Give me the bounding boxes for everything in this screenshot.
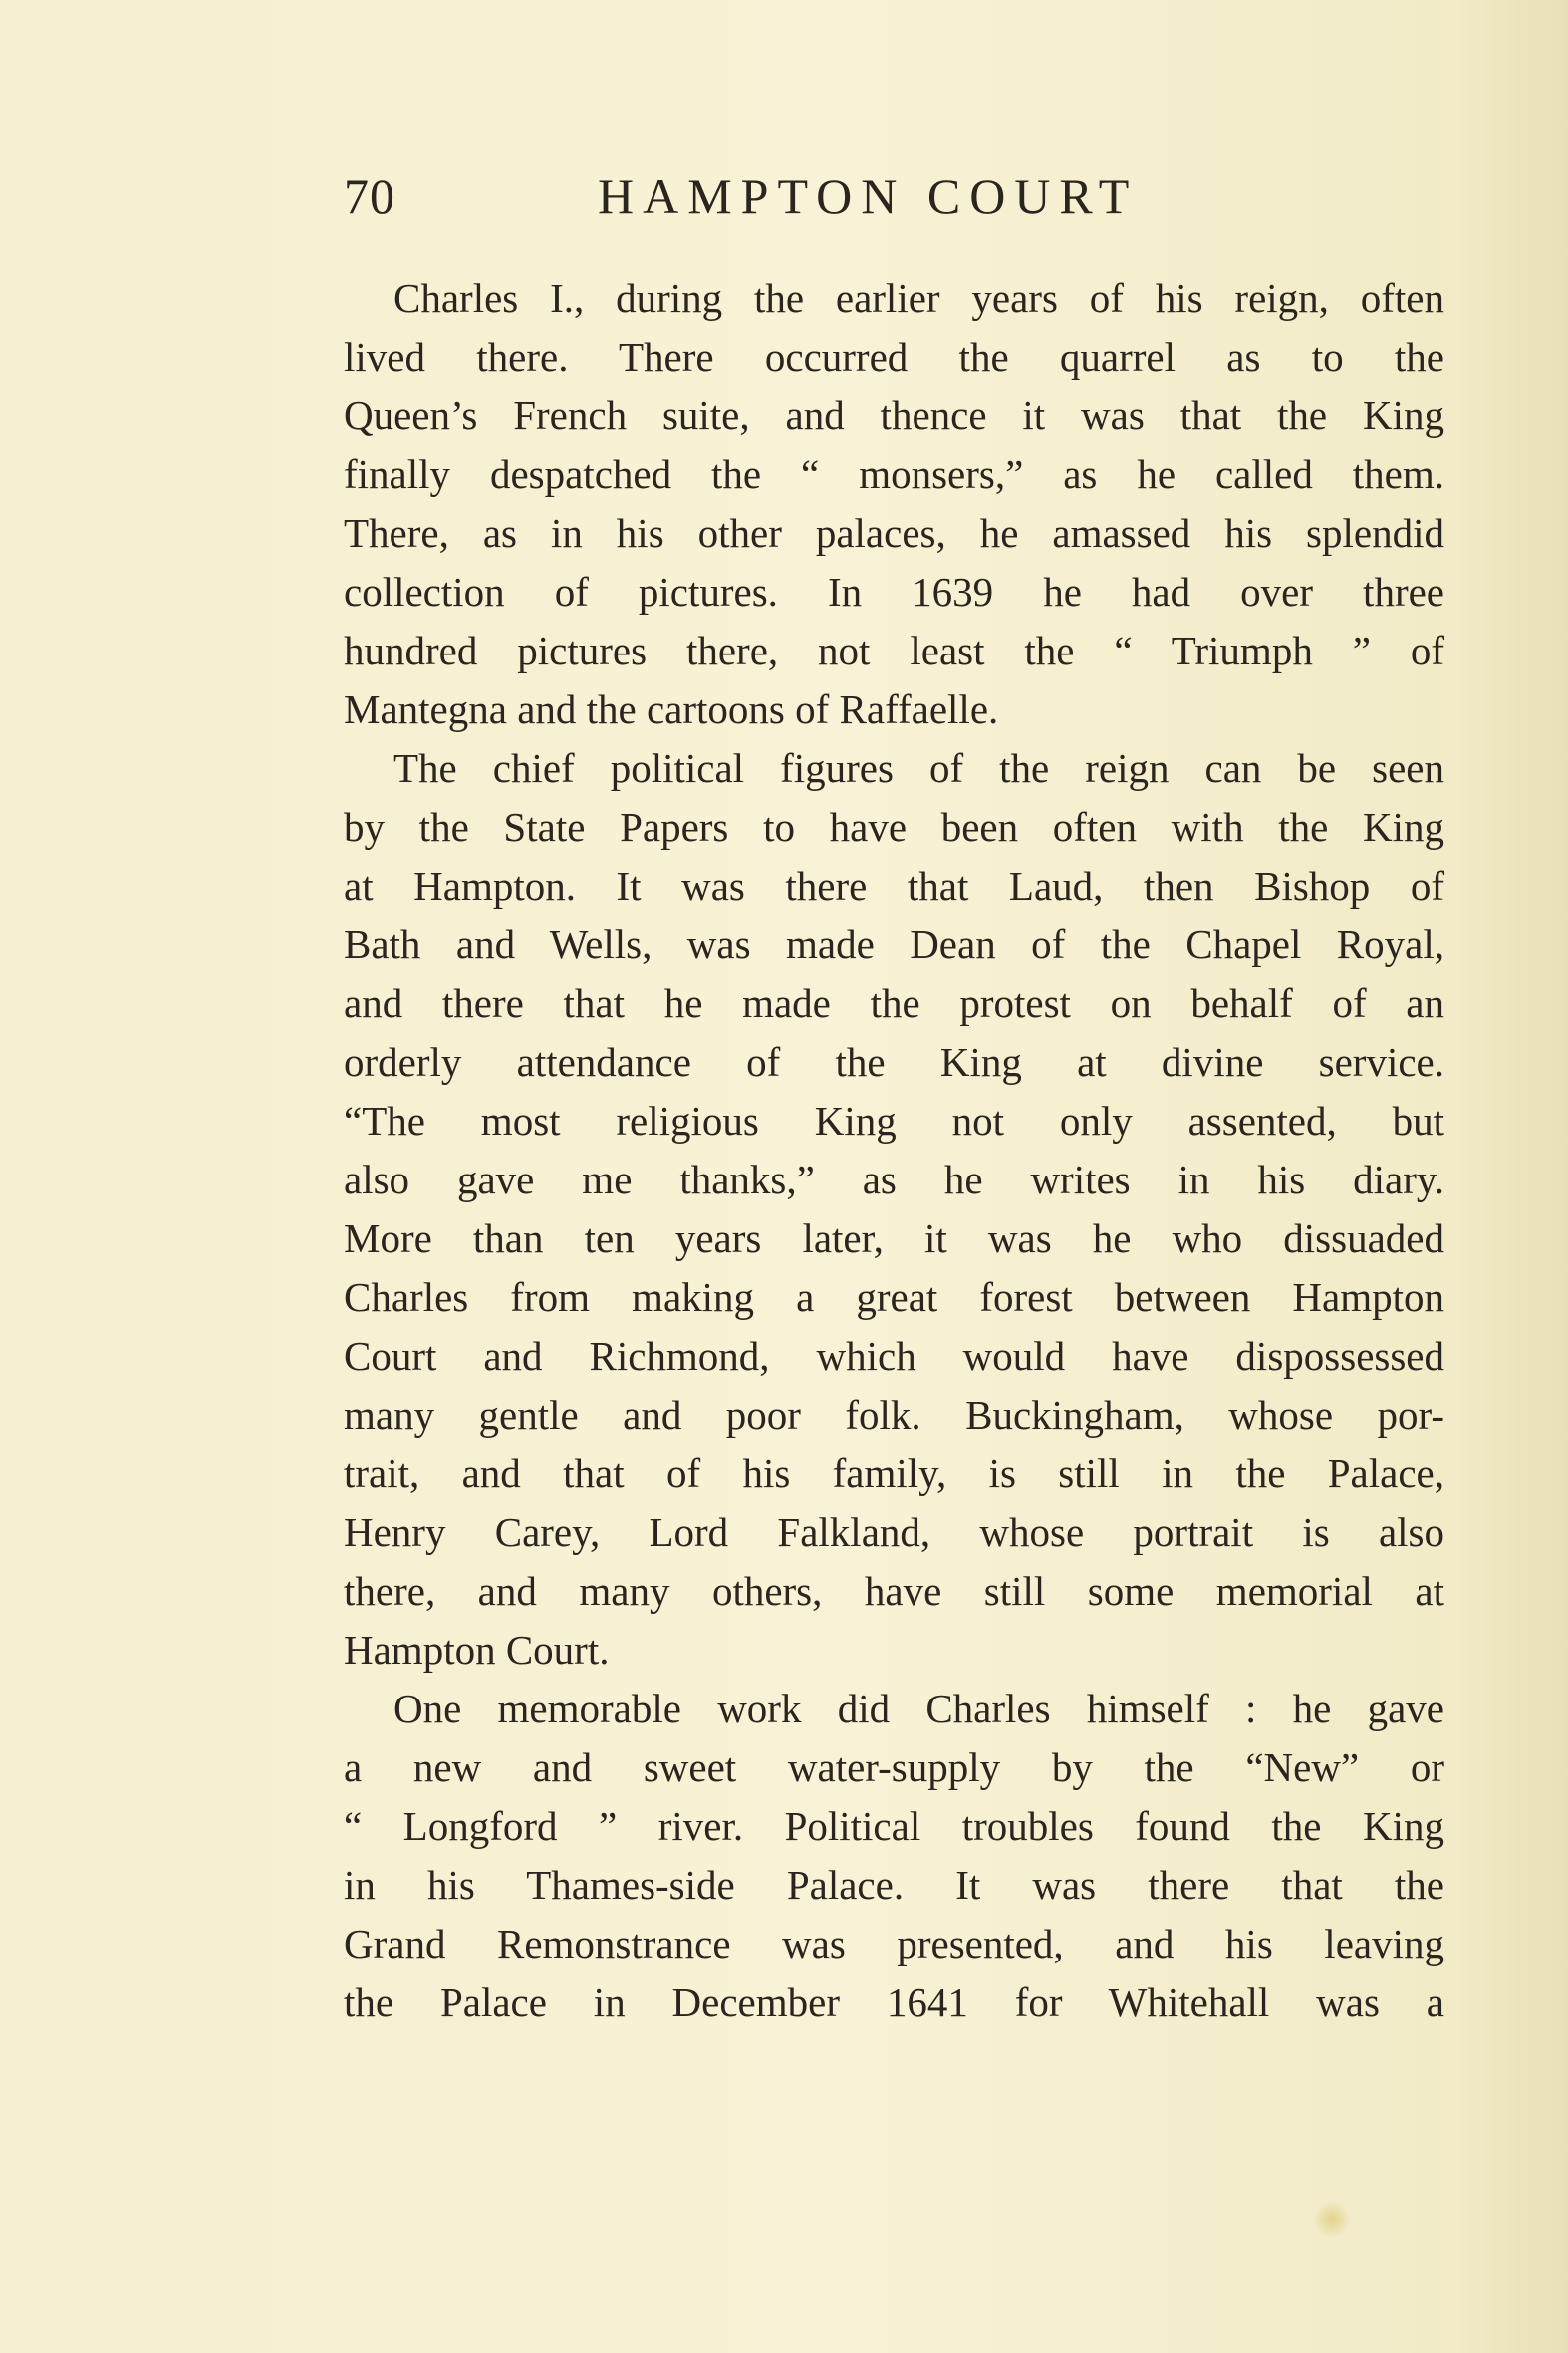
text-line: a new and sweet water-supply by the “New” or — [344, 1744, 1444, 1790]
text-line: many gentle and poor folk. Buckingham, whose por- — [344, 1392, 1444, 1438]
text-line: also gave me thanks,” as he writes in his diary. — [344, 1157, 1444, 1202]
paper-stain — [1315, 2197, 1349, 2242]
text-line: More than ten years later, it was he who dissuaded — [344, 1215, 1444, 1261]
text-line: Mantegna and the cartoons of Raffaelle. — [344, 686, 999, 732]
page-number: 70 — [344, 168, 395, 224]
text-line: Charles from making a great forest between Hampton — [344, 1274, 1444, 1320]
text-line: Henry Carey, Lord Falkland, whose portrait is also — [344, 1509, 1444, 1555]
body-text — [344, 269, 1444, 2032]
text-line: finally despatched the “ monsers,” as he called them. — [344, 451, 1444, 497]
text-line: at Hampton. It was there that Laud, then Bishop of — [344, 863, 1444, 909]
text-line: hundred pictures there, not least the “ Triumph ” of — [344, 628, 1444, 673]
text-line: there, and many others, have still some memorial at — [344, 1568, 1444, 1614]
text-line: orderly attendance of the King at divine service. — [344, 1039, 1444, 1085]
text-line: lived there. There occurred the quarrel as to the — [344, 334, 1444, 380]
text-line: in his Thames-side Palace. It was there that the — [344, 1862, 1444, 1908]
text-line: the Palace in December 1641 for Whitehall was a — [344, 1979, 1444, 2025]
text-line: Bath and Wells, was made Dean of the Chapel Royal, — [344, 921, 1444, 967]
text-line: trait, and that of his family, is still in the Palace, — [344, 1450, 1444, 1496]
text-line: and there that he made the protest on behalf of an — [344, 980, 1444, 1026]
text-line: Queen’s French suite, and thence it was that the King — [344, 392, 1444, 438]
text-line: “The most religious King not only assented, but — [344, 1098, 1444, 1144]
text-line: Court and Richmond, which would have dispossessed — [344, 1333, 1444, 1379]
text-line: Grand Remonstrance was presented, and his leaving — [344, 1921, 1444, 1966]
text-line: Hampton Court. — [344, 1627, 610, 1673]
text-line: collection of pictures. In 1639 he had over three — [344, 569, 1444, 615]
text-line: There, as in his other palaces, he amassed his splendid — [344, 510, 1444, 556]
text-line: One memorable work did Charles himself : he gave — [393, 1686, 1444, 1731]
text-line: “ Longford ” river. Political troubles found the King — [344, 1803, 1444, 1849]
text-line: Charles I., during the earlier years of his reign, often — [393, 275, 1444, 321]
running-head — [344, 167, 1444, 247]
text-line: by the State Papers to have been often with the King — [344, 804, 1444, 850]
text-line: The chief political figures of the reign can be seen — [393, 745, 1444, 791]
running-title: HAMPTON COURT — [598, 168, 1139, 224]
